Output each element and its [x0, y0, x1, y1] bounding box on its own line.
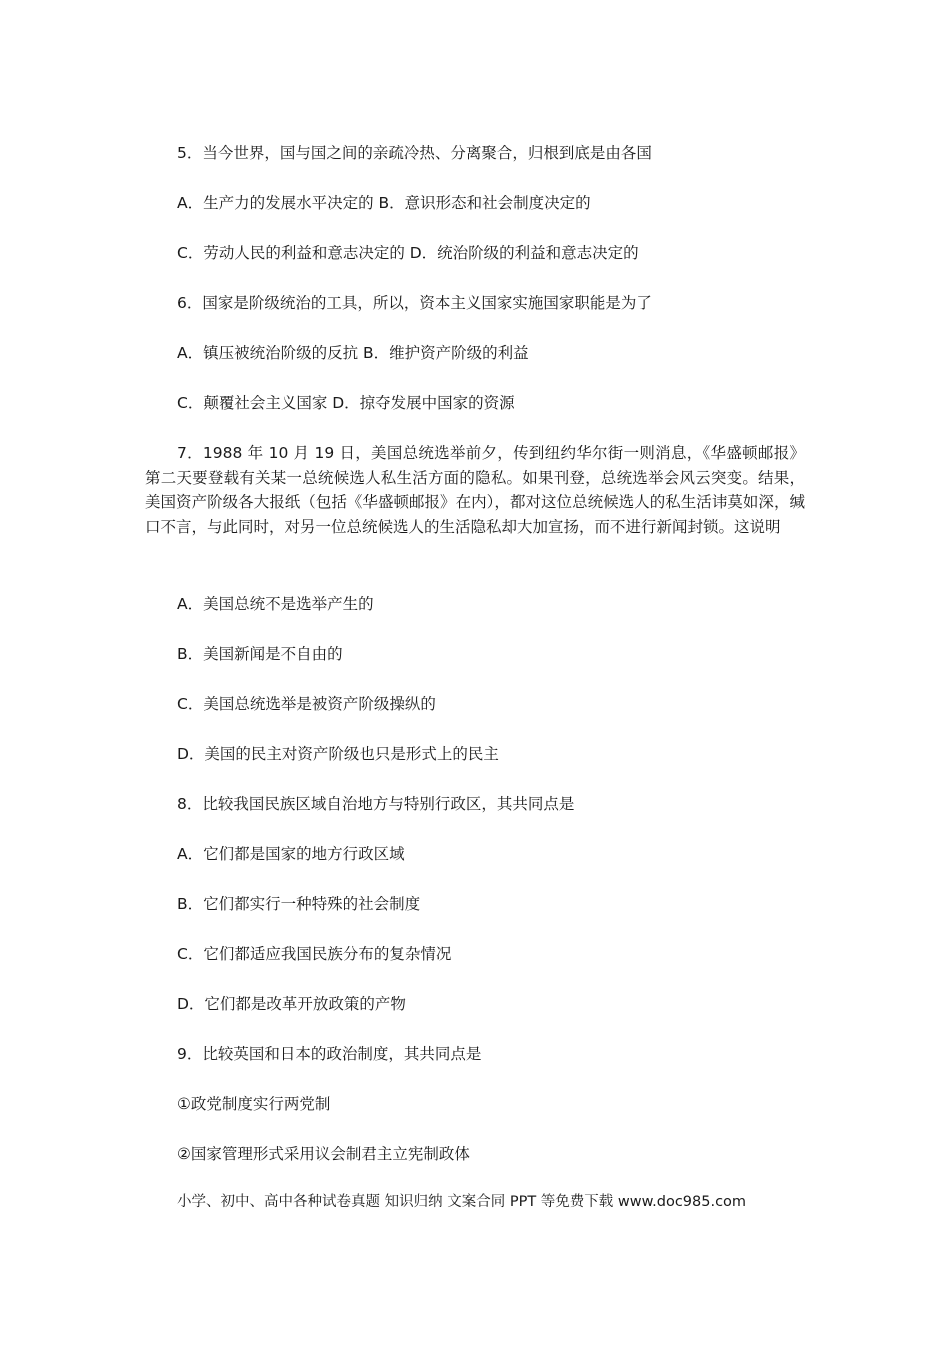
question-8-stem: 8．比较我国民族区域自治地方与特别行政区，其共同点是	[177, 795, 575, 813]
question-6-options-cd: C．颠覆社会主义国家 D．掠夺发展中国家的资源	[177, 394, 515, 412]
question-9-item-2: ②国家管理形式采用议会制君主立宪制政体	[177, 1145, 470, 1163]
question-8-option-a: A．它们都是国家的地方行政区域	[177, 845, 405, 863]
question-7-paragraph: 7．1988 年 10 月 19 日，美国总统选举前夕，传到纽约华尔街一则消息，《华盛顿邮报》第二天要登载有关某一总统候选人私生活方面的隐私。如果刊登，总统选举会风云突变。结果，美国资产阶级各大报纸（包括《华盛顿邮报》在内），都对这位总统候选人的私生活讳莫如深，缄口不言，与此同时，对另一位总统候选人的生活隐私却大加宣扬，而不进行新闻封锁。这说明	[145, 444, 805, 536]
question-7-option-c: C．美国总统选举是被资产阶级操纵的	[177, 695, 436, 713]
question-8-option-d: D．它们都是改革开放政策的产物	[177, 995, 406, 1013]
question-6-options-ab: A．镇压被统治阶级的反抗 B．维护资产阶级的利益	[177, 344, 529, 362]
question-7-option-b: B．美国新闻是不自由的	[177, 645, 343, 663]
question-5-stem: 5．当今世界，国与国之间的亲疏冷热、分离聚合，归根到底是由各国	[177, 144, 652, 162]
question-9-item-1: ①政党制度实行两党制	[177, 1095, 331, 1113]
question-7-option-a: A．美国总统不是选举产生的	[177, 595, 374, 613]
question-8-option-b: B．它们都实行一种特殊的社会制度	[177, 895, 421, 913]
question-5-options-ab: A．生产力的发展水平决定的 B．意识形态和社会制度决定的	[177, 194, 591, 212]
page-footer: 小学、初中、高中各种试卷真题 知识归纳 文案合同 PPT 等免费下载 www.doc985.com	[177, 1194, 747, 1210]
question-6-stem: 6．国家是阶级统治的工具，所以，资本主义国家实施国家职能是为了	[177, 294, 652, 312]
question-5-options-cd: C．劳动人民的利益和意志决定的 D．统治阶级的利益和意志决定的	[177, 244, 639, 262]
question-7-option-d: D．美国的民主对资产阶级也只是形式上的民主	[177, 745, 499, 763]
question-9-stem: 9．比较英国和日本的政治制度，其共同点是	[177, 1045, 482, 1063]
question-8-option-c: C．它们都适应我国民族分布的复杂情况	[177, 945, 452, 963]
